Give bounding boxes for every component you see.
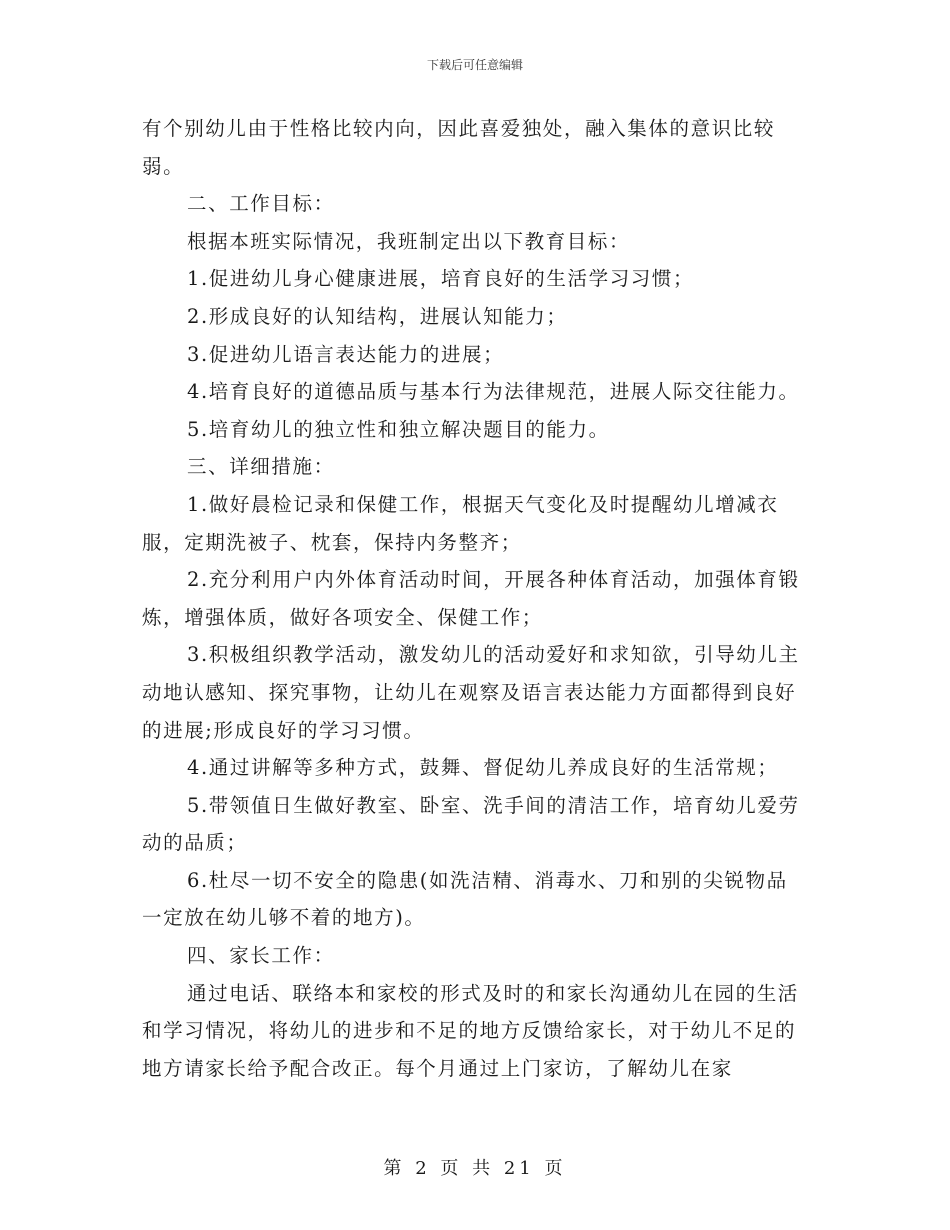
page-number: 第 2 页 共 21 页 [383, 1158, 567, 1179]
paragraph: 通过电话、联络本和家校的形式及时的和家长沟通幼儿在园的生活和学习情况，将幼儿的进步和不足的地方反馈给家长，对于幼儿不足的地方请家长给予配合改正。每个月通过上门家访，了解幼儿在家 [142, 981, 799, 1080]
section-heading: 四、家长工作： [187, 944, 335, 968]
section-heading: 三、详细措施： [187, 455, 335, 479]
list-item: 6.杜尽一切不安全的隐患(如洗洁精、消毒水、刀和别的尖锐物品一定放在幼儿够不着的地方)。 [142, 868, 788, 930]
list-item: 4.培育良好的道德品质与基本行为法律规范，进展人际交往能力。 [187, 380, 800, 404]
list-item: 3.促进幼儿语言表达能力的进展； [187, 342, 505, 366]
list-item: 1.促进幼儿身心健康进展，培育良好的生活学习习惯； [187, 267, 695, 291]
list-item: 2.形成良好的认知结构，进展认知能力； [187, 304, 568, 328]
list-item: 4.通过讲解等多种方式，鼓舞、督促幼儿养成良好的生活常规； [187, 756, 779, 780]
document-body [142, 110, 808, 1087]
list-item: 5.培育幼儿的独立性和独立解决题目的能力。 [187, 417, 610, 441]
list-item: 1.做好晨检记录和保健工作，根据天气变化及时提醒幼儿增减衣服，定期洗被子、枕套，保持内务整齐； [142, 492, 779, 554]
list-item: 2.充分利用户内外体育活动时间，开展各种体育活动，加强体育锻炼，增强体质，做好各项安全、保健工作； [142, 568, 800, 629]
list-item: 5.带领值日生做好教室、卧室、洗手间的清洁工作，培育幼儿爱劳动的品质； [142, 793, 800, 855]
page-header: 下载后可任意编辑 [426, 58, 523, 72]
list-item: 3.积极组织教学活动，激发幼儿的活动爱好和求知欲，引导幼儿主动地认感知、探究事物，让幼儿在观察及语言表达能力方面都得到良好的进展;形成良好的学习习惯。 [142, 643, 800, 742]
paragraph: 根据本班实际情况，我班制定出以下教育目标： [187, 229, 631, 253]
section-heading: 二、工作目标： [187, 192, 335, 216]
paragraph: 有个别幼儿由于性格比较内向，因此喜爱独处，融入集体的意识比较弱。 [142, 117, 776, 178]
